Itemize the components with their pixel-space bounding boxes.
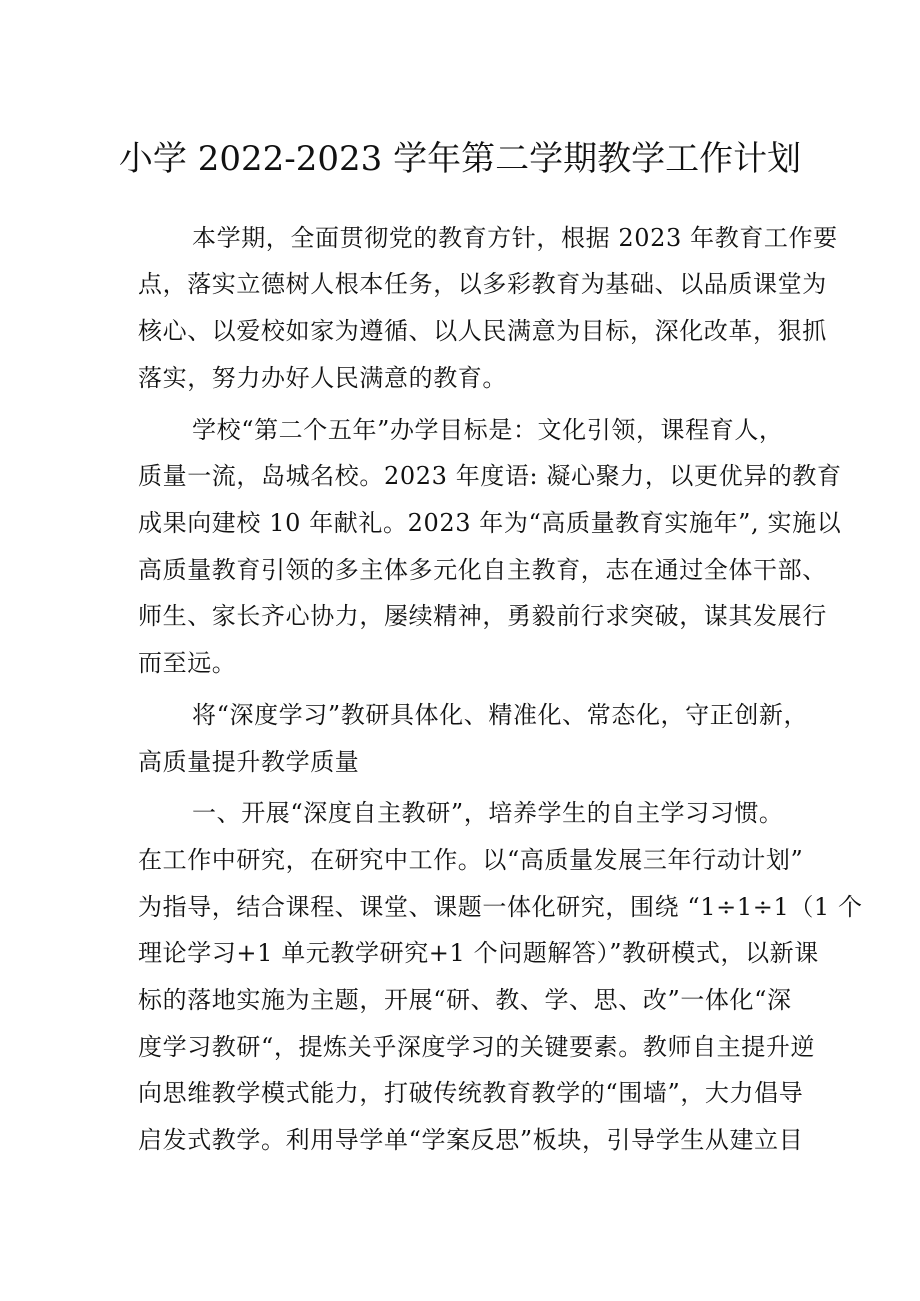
paragraph-1-line-3: 核心、以爱校如家为遵循、以人民满意为目标，深化改革，狠抓 [138, 317, 827, 345]
paragraph-2-line-1: 学校“第二个五年”办学目标是：文化引领，课程育人， [192, 416, 784, 444]
paragraph-3-line-1: 将“深度学习”教研具体化、精准化、常态化，守正创新， [192, 701, 809, 729]
paragraph-1-line-4: 落实，努力办好人民满意的教育。 [138, 364, 507, 392]
paragraph-4-line-3: 理论学习+1 单元教学研究+1 个问题解答）”教研模式，以新课 [138, 939, 819, 967]
paragraph-1-line-2: 点，落实立德树人根本任务，以多彩教育为基础、以品质课堂为 [138, 270, 827, 298]
paragraph-2-line-5: 师生、家长齐心协力，屡续精神，勇毅前行求突破，谋其发展行 [138, 602, 827, 630]
paragraph-4-line-5: 度学习教研“，提炼关乎深度学习的关键要素。教师自主提升逆 [138, 1033, 816, 1061]
paragraph-4-line-1: 在工作中研究，在研究中工作。以“高质量发展三年行动计划” [138, 846, 804, 874]
section-heading-1: 一、开展“深度自主教研”，培养学生的自主学习习惯。 [192, 799, 784, 827]
paragraph-4-line-4: 标的落地实施为主题，开展“研、教、学、思、改”一体化“深 [138, 986, 792, 1014]
paragraph-2-line-2: 质量一流，岛城名校。2023 年度语: 凝心聚力，以更优异的教育 [138, 462, 842, 490]
paragraph-4-line-7: 启发式教学。利用导学单“学案反思”板块，引导学生从建立目 [138, 1126, 804, 1154]
document-title: 小学 2022-2023 学年第二学期教学工作计划 [118, 139, 802, 179]
paragraph-4-line-6: 向思维教学模式能力，打破传统教育教学的“围墙”，大力倡导 [138, 1079, 804, 1107]
paragraph-3-line-2: 高质量提升教学质量 [138, 748, 360, 776]
paragraph-1-line-1: 本学期，全面贯彻党的教育方针，根据 2023 年教育工作要 [192, 224, 838, 252]
paragraph-2-line-6: 而至远。 [138, 649, 237, 677]
paragraph-2-line-3: 成果向建校 10 年献礼。2023 年为“高质量教育实施年”, 实施以 [138, 509, 842, 537]
paragraph-2-line-4: 高质量教育引领的多主体多元化自主教育，志在通过全体干部、 [138, 556, 827, 584]
paragraph-4-line-2: 为指导，结合课程、课堂、课题一体化研究，围绕 “1÷1÷1（1 个 [138, 893, 863, 921]
